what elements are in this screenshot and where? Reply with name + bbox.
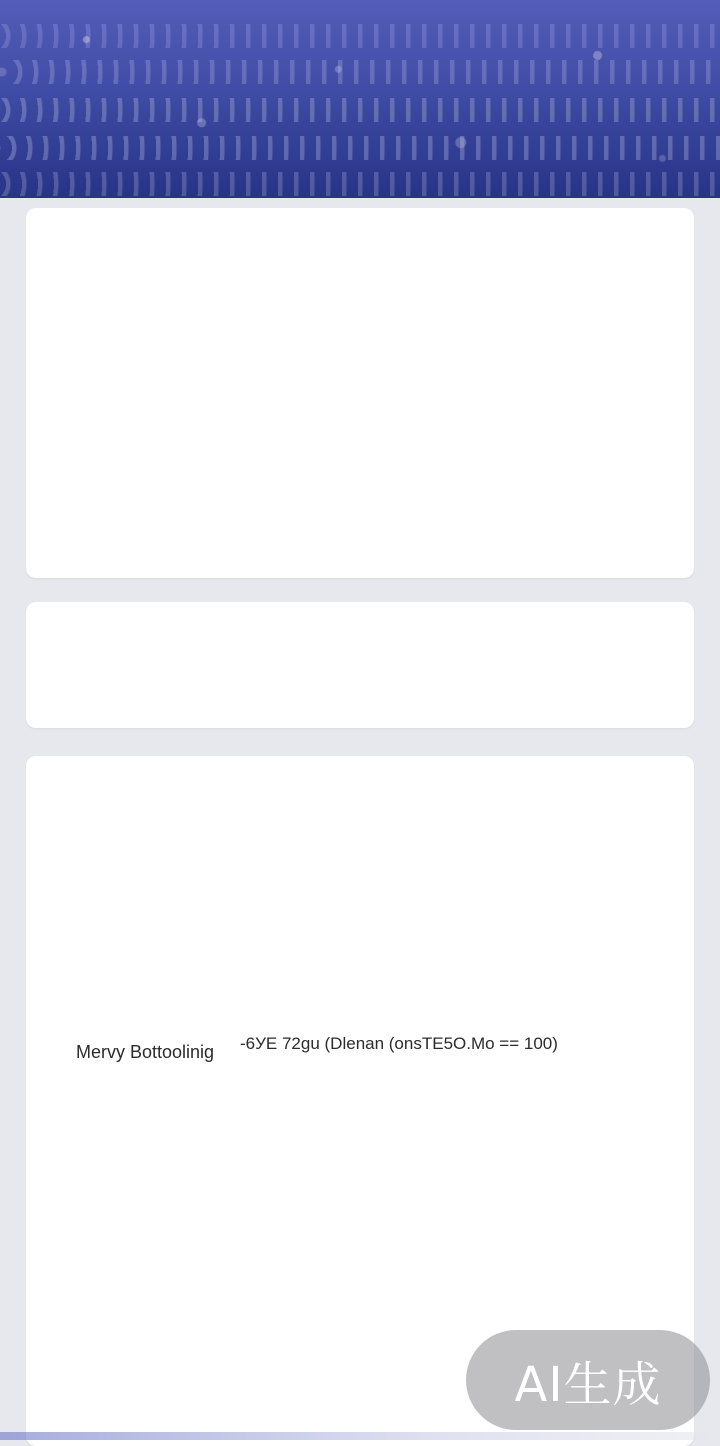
detail-line-text: Mervy Bottoolinig bbox=[76, 1042, 215, 1062]
bottom-edge bbox=[0, 1432, 720, 1440]
detail-superscript-text: -6УЕ 72gu (Dlenan (onsTE5O.Mo == 100) bbox=[240, 1034, 558, 1053]
ai-generated-watermark bbox=[466, 1330, 710, 1430]
detail-line bbox=[26, 1032, 694, 1066]
watermark-text: AI生成 bbox=[514, 1356, 662, 1413]
section-card-1 bbox=[26, 208, 694, 578]
section-card-2 bbox=[26, 602, 694, 728]
hero-image bbox=[0, 0, 720, 198]
hero-overlay bbox=[0, 0, 720, 198]
